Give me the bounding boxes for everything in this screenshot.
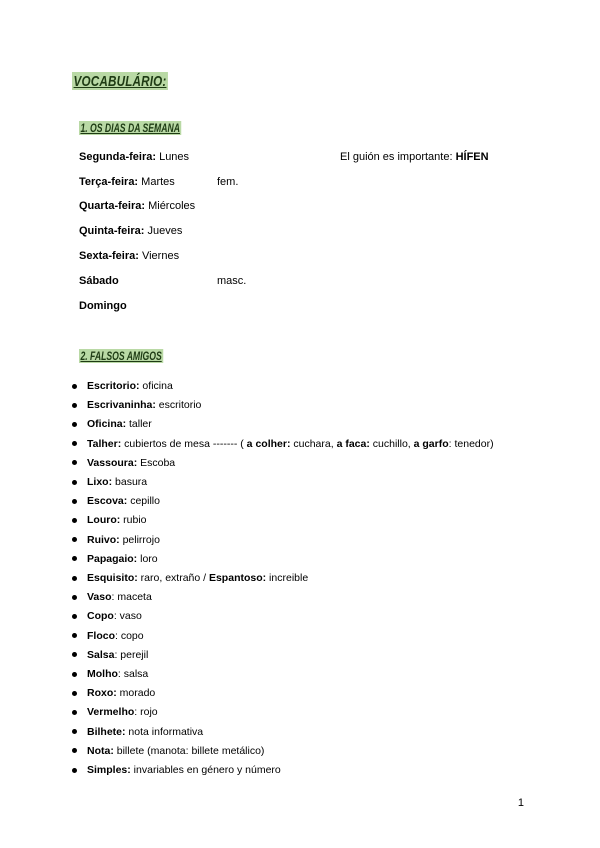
page-title: VOCABULÁRIO: — [73, 73, 167, 90]
bullet-icon — [72, 422, 77, 427]
day-meaning: Martes — [138, 176, 175, 188]
meaning: : perejil — [114, 648, 149, 661]
list-item-text — [87, 685, 155, 701]
meaning: raro, extraño / — [137, 572, 209, 584]
day-meaning: Viernes — [138, 250, 180, 262]
term: a colher: — [243, 437, 291, 450]
list-item-text — [87, 704, 158, 720]
term: Escova: — [87, 495, 128, 508]
list-item-text — [87, 512, 147, 528]
meaning: loro — [137, 552, 158, 565]
list-item-text — [87, 474, 147, 490]
list-item-text — [87, 589, 152, 605]
bullet-icon — [72, 403, 77, 408]
list-item-text — [87, 762, 281, 778]
page-number: 1 — [517, 797, 524, 809]
bullet-icon — [72, 499, 77, 504]
term: Salsa — [87, 648, 115, 661]
term: Talher: — [87, 437, 122, 450]
list-item-text — [87, 608, 142, 624]
day-meaning: Miércoles — [145, 200, 196, 212]
day-term: Terça-feira: — [79, 176, 139, 188]
day-term: Sexta-feira: — [79, 250, 139, 262]
masc-note: masc. — [217, 275, 247, 287]
hyphen-word: HÍFEN — [455, 151, 489, 163]
meaning: cuchara, — [290, 437, 337, 450]
day-row-2 — [79, 176, 175, 188]
meaning: cubiertos de mesa ------- ( — [121, 437, 244, 450]
bullet-icon — [72, 595, 77, 600]
hyphen-note-text: El guión es importante: — [340, 151, 456, 163]
day-row-6 — [79, 275, 119, 287]
bullet-icon — [72, 748, 77, 753]
term: Esquisito: — [87, 572, 138, 584]
meaning: : salsa — [117, 668, 149, 680]
term: Escrivaninha: — [87, 399, 156, 412]
meaning: nota informativa — [125, 725, 204, 738]
day-row-1 — [79, 151, 189, 163]
term: Vaso — [87, 591, 112, 604]
bullet-icon — [72, 633, 77, 638]
day-row-3 — [79, 200, 195, 212]
bullet-icon — [72, 480, 77, 485]
day-term: Domingo — [79, 300, 127, 312]
day-term: Sábado — [79, 275, 119, 287]
meaning: taller — [126, 418, 152, 431]
bullet-icon — [72, 729, 77, 734]
list-item-text — [87, 743, 264, 759]
list-item-text — [87, 493, 160, 509]
meaning: : tenedor) — [448, 437, 494, 450]
fem-note: fem. — [217, 176, 239, 188]
term: Ruivo: — [87, 533, 120, 546]
bullet-icon — [72, 652, 77, 657]
meaning: invariables en género y número — [130, 764, 281, 776]
day-meaning: Jueves — [144, 225, 183, 237]
meaning: Escoba — [137, 456, 176, 469]
meaning: : rojo — [134, 706, 158, 719]
day-row-7 — [79, 300, 127, 312]
hyphen-note — [340, 151, 489, 163]
term: a garfo — [413, 437, 449, 450]
meaning: : maceta — [111, 591, 152, 604]
day-term: Quarta-feira: — [79, 200, 146, 212]
term: Vassoura: — [87, 456, 138, 469]
section-heading-dias: 1. OS DIAS DA SEMANA — [80, 121, 180, 135]
bullet-icon — [72, 441, 77, 446]
bullet-icon — [72, 537, 77, 542]
bullet-icon — [72, 614, 77, 619]
term: Vermelho — [87, 706, 135, 719]
day-row-4 — [79, 225, 182, 237]
list-item-text — [87, 397, 201, 413]
list-item-text — [87, 628, 144, 644]
list-item-text — [87, 455, 175, 471]
term: Oficina: — [87, 418, 127, 431]
bullet-icon — [72, 518, 77, 523]
term: Floco — [87, 629, 115, 642]
term: Simples: — [87, 764, 131, 776]
meaning: escritorio — [155, 399, 202, 412]
term: Lixo: — [87, 476, 113, 488]
bullet-icon — [72, 691, 77, 696]
list-item-text — [87, 570, 308, 586]
day-term: Quinta-feira: — [79, 225, 145, 237]
bullet-icon — [72, 710, 77, 715]
term: Copo — [87, 610, 114, 623]
meaning: cepillo — [127, 495, 160, 508]
meaning: cuchillo, — [369, 437, 414, 450]
term: Nota: — [87, 744, 114, 757]
meaning: rubio — [120, 514, 147, 527]
meaning: : vaso — [113, 610, 142, 623]
day-term: Segunda-feira: — [79, 151, 157, 163]
section-heading-falsos-amigos: 2. FALSOS AMIGOS — [80, 349, 162, 363]
bullet-icon — [72, 460, 77, 465]
list-item-text — [87, 532, 160, 548]
meaning: basura — [112, 476, 148, 488]
term: a faca: — [336, 437, 370, 450]
day-row-5 — [79, 250, 179, 262]
list-item-text — [87, 416, 152, 432]
bullet-icon — [72, 384, 77, 389]
meaning: : copo — [115, 629, 144, 642]
bullet-icon — [72, 672, 77, 677]
term: Louro: — [87, 514, 121, 527]
bullet-icon — [72, 556, 77, 561]
term: Molho — [87, 668, 118, 680]
term: Bilhete: — [87, 725, 126, 738]
term: Papagaio: — [87, 552, 138, 565]
meaning: pelirrojo — [119, 533, 160, 546]
list-item-text — [87, 647, 148, 663]
list-item-text — [87, 551, 158, 567]
list-item-text — [87, 436, 494, 452]
meaning: increible — [266, 572, 309, 584]
day-meaning: Lunes — [156, 151, 190, 163]
meaning: oficina — [139, 380, 173, 392]
meaning: billete (manota: billete metálico) — [113, 744, 265, 757]
meaning: morado — [116, 687, 156, 700]
term: Espantoso: — [208, 572, 267, 584]
term: Escritorio: — [87, 380, 140, 392]
list-item-text — [87, 378, 173, 394]
list-item-text — [87, 724, 203, 740]
bullet-icon — [72, 576, 77, 581]
term: Roxo: — [87, 687, 117, 700]
list-item-text — [87, 666, 148, 682]
bullet-icon — [72, 768, 77, 773]
